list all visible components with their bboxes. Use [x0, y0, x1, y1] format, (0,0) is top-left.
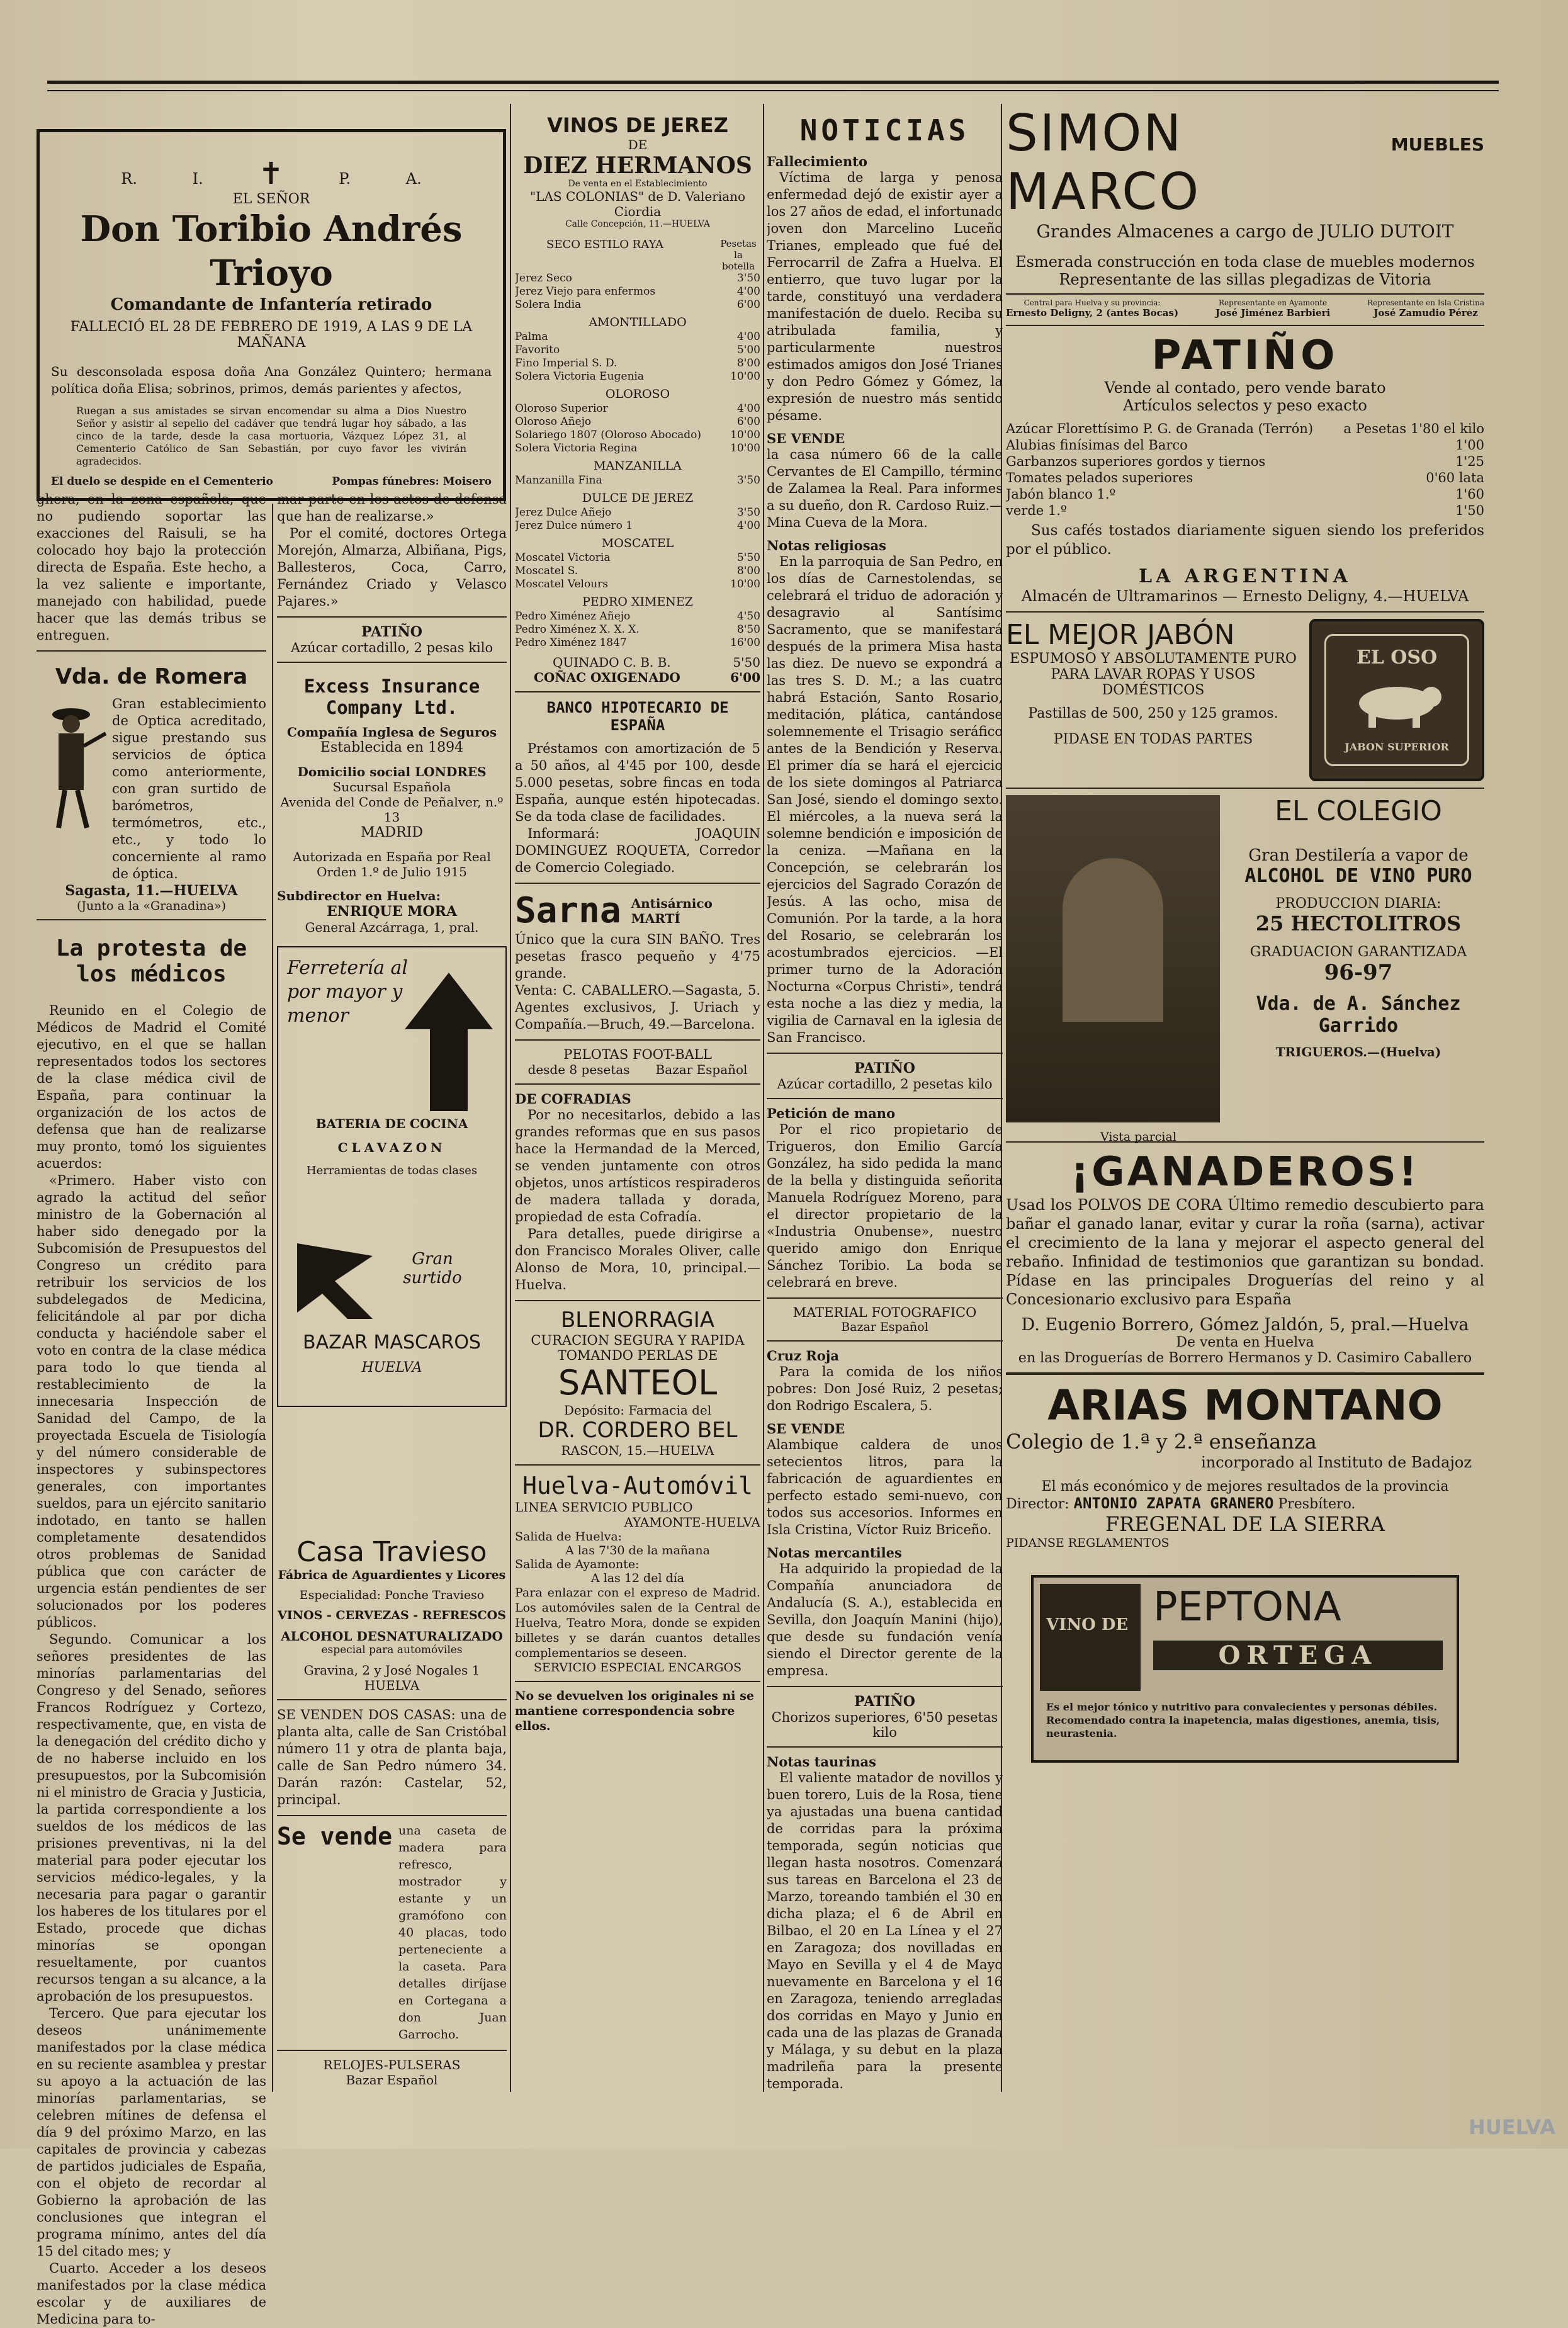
wine-price: 8'50: [736, 623, 760, 636]
relojes2: Bazar Español: [346, 2072, 438, 2088]
col2-cont2: Por el comité, doctores Ortega Morejón, Almarza, Albiñana, Pigs, Ballesteros, Coca, Carro, Fernández Criado y Velasco Pajares.»: [277, 526, 507, 609]
excess-suc: Sucursal Española: [332, 779, 451, 794]
wine-name: Jerez Dulce Añejo: [515, 506, 612, 519]
muebles: MUEBLES: [1390, 134, 1484, 155]
ganaderos-title: ¡GANADEROS!: [1070, 1149, 1420, 1195]
wine-price: 10'00: [730, 370, 760, 383]
cofradias-title: DE COFRADIAS: [515, 1091, 631, 1107]
colegio-t2: ALCOHOL DE VINO PURO: [1244, 865, 1472, 887]
cruzroja-head: Cruz Roja: [767, 1348, 839, 1364]
jabon-t1: ESPUMOSO Y ABSOLUTAMENTE PURO PARA LAVAR ROPAS Y USOS DOMÉSTICOS: [1010, 651, 1297, 698]
obit-pompas: Pompas fúnebres: Moisero: [332, 475, 492, 488]
simon-a1: Central para Huelva y su provincia:: [1024, 298, 1161, 307]
religiosas-head: Notas religiosas: [767, 538, 886, 553]
fallecimiento-head: Fallecimiento: [767, 154, 867, 169]
patino-big-sub: Vende al contado, pero vende barato: [1104, 379, 1386, 397]
obit-rank: Comandante de Infantería retirado: [110, 295, 432, 314]
excess-subd: Subdirector en Huelva:: [277, 888, 441, 903]
trav-alc2: especial para automóviles: [321, 1644, 463, 1656]
auto-esp: SERVICIO ESPECIAL ENCARGOS: [533, 1661, 742, 1675]
cofradias-text2: Para detalles, puede dirigirse a don Francisco Morales Oliver, calle Alonso de Mora, 10, principal.—Huelva.: [515, 1226, 760, 1292]
arias-pid: PIDANSE REGLAMENTOS: [1006, 1536, 1170, 1550]
arias-pres: Presbítero.: [1278, 1496, 1356, 1512]
wine-row: [515, 298, 760, 312]
patino-title: PATIÑO: [361, 624, 422, 640]
wine-section-title: DULCE DE JEREZ: [582, 491, 694, 505]
ferr-bazar: BAZAR MASCAROS: [303, 1331, 481, 1353]
romera-note: (Junto a la «Granadina»): [76, 899, 227, 913]
cross-icon: ✝: [258, 156, 284, 191]
material-shop: Bazar Español: [841, 1320, 928, 1334]
arrow-down-icon: [297, 1243, 373, 1319]
blen-sub: CURACION SEGURA Y RAPIDA TOMANDO PERLAS DE: [531, 1333, 745, 1363]
obit-request: Ruegan a sus amistades se sirvan encomendar su alma a Dios Nuestro Señor y asistir al sepelio del cadáver que tendrá lugar hoy sábado, a las cinco de la tarde, desde la casa mortuoria, Vázquez López 31, al Cementerio Católico de San Sebastián, por cuyo favor les vivirán agradecidos.: [76, 405, 466, 467]
blen-dep: Depósito: Farmacia del: [563, 1403, 712, 1418]
auto-title: Huelva-Automóvil: [522, 1472, 753, 1500]
patino-price-list: [1006, 421, 1484, 519]
obit-senor: EL SEÑOR: [232, 191, 310, 207]
wine-row: [515, 474, 760, 487]
excess-addr: Avenida del Conde de Peñalver, n.º 13: [280, 794, 504, 825]
auto-route: AYAMONTE-HUELVA: [624, 1515, 760, 1530]
column-2: [277, 491, 507, 1407]
wine-price-list: [515, 272, 760, 650]
wine-name: Solariego 1807 (Oloroso Abocado): [515, 429, 702, 441]
obit-died: FALLECIÓ EL 28 DE FEBRERO DE 1919, A LAS 9 DE LA MAÑANA: [70, 319, 473, 351]
wine-name: Jerez Dulce número 1: [515, 519, 633, 532]
arias-t2: incorporado al Instituto de Badajoz: [1201, 1454, 1472, 1471]
conac-price: 6'00: [730, 670, 760, 685]
peptona-ortega: ORTEGA: [1153, 1641, 1443, 1670]
colegio-t4: 25 HECTOLITROS: [1255, 912, 1462, 935]
pelotas-price: desde 8 pesetas: [527, 1062, 630, 1077]
pelotas-shop: Bazar Español: [655, 1062, 748, 1077]
excess-city: MADRID: [361, 825, 423, 840]
sevende-text: una caseta de madera para refresco, mostrador y estante y un gramófono con 40 placas, todo perteneciente a la caseta. Para detalles diríjase en Cortegana a don Juan Garrocho.: [398, 1824, 507, 2042]
sevende-head: SE VENDE: [767, 431, 845, 446]
jabon-t3: PIDASE EN TODAS PARTES: [1053, 732, 1253, 747]
ferr-title: Ferretería al por mayor y menor: [287, 957, 409, 1027]
banco-text: Préstamos con amortización de 5 a 50 años, al 4'45 por 100, desde 5.000 pesetas, sobre fincas en toda España, aunque estén hipotecadas. Se da toda clase de facilidades.: [515, 741, 760, 824]
peptona-name: PEPTONA: [1153, 1584, 1341, 1630]
wine-price: 10'00: [730, 578, 760, 590]
column-1: [37, 491, 266, 2328]
mercantiles-head: Notas mercantiles: [767, 1545, 902, 1561]
peticion-text: Por el rico propietario de Trigueros, don Emilio García González, ha sido pedida la mano de la bella y distinguida señorita Manuela Rodríguez Moreno, para el director propietario de la «Industria Onubense», nuestro querido amigo don Enrique Sánchez Toribio. La boda se celebrará en breve.: [767, 1122, 1003, 1290]
oso-sub: JABON SUPERIOR: [1345, 741, 1449, 753]
ganaderos-addr: D. Eugenio Borrero, Gómez Jaldón, 5, pral.—Huelva: [1021, 1315, 1469, 1335]
patino-price: 1'25: [1455, 454, 1484, 469]
wine-price: 3'50: [736, 272, 760, 285]
wine-name: Pedro Ximénez Añejo: [515, 610, 631, 623]
sarna-big: Sarna: [515, 890, 621, 931]
sarna-venta: Venta: C. CABALLERO.—Sagasta, 5. Agentes exclusivos, J. Uriach y Compañía.—Bruch, 49.—Barcelona.: [515, 983, 760, 1032]
colegio-t7: Vda. de A. Sánchez Garrido: [1256, 993, 1461, 1037]
wine-name: Moscatel Velours: [515, 578, 609, 590]
excess-addr2: General Azcárraga, 1, pral.: [305, 920, 479, 935]
wine-row: [515, 623, 760, 636]
oso-name: EL OSO: [1356, 647, 1438, 669]
wine-price: 4'00: [736, 402, 760, 415]
vinos-est: "LAS COLONIAS" de D. Valeriano Ciordia: [529, 189, 746, 219]
wine-name: Fino Imperial S. D.: [515, 357, 618, 370]
colegio-cap: Vista parcial: [1100, 1130, 1176, 1144]
top-rule: [47, 81, 1499, 84]
relojes: RELOJES-PULSERAS: [323, 2057, 461, 2072]
obit-name: Don Toribio Andrés Trioyo: [80, 208, 463, 294]
auto-text: Para enlazar con el expreso de Madrid. Los automóviles salen de la Central de Huelva, Teatro Mora, donde se expiden billetes y se darán cuantos detalles complementarios se deseen.: [515, 1586, 760, 1660]
ferreteria-ad: [277, 946, 507, 1407]
patino-row: [1006, 470, 1484, 486]
wine-price: 4'00: [736, 285, 760, 298]
wine-name: Jerez Seco: [515, 272, 572, 285]
vinos-de: DE: [628, 137, 648, 152]
simon-a1b: Ernesto Deligny, 2 (antes Bocas): [1006, 307, 1179, 319]
wine-row: [515, 370, 760, 383]
colegio-t3: PRODUCCION DIARIA:: [1275, 896, 1441, 912]
patino-item: Tomates pelados superiores: [1006, 470, 1193, 485]
trav-city: HUELVA: [364, 1678, 420, 1693]
religiosas-text: En la parroquia de San Pedro, en los días de Carnestolendas, se celebrará el triduo de adoración y desagravio al Santísimo Sacramento, que se manifestará después de la primera Misa hasta las diez. De nuevo se expondrá a las tres S. D. M.; a las cuatro habrá Estación, Santo Rosario, meditación, plática, cantándose solemnemente el Trisagio seráfico antes de la Bendición y Reserva. El primer día se hará el ejercicio de los siete domingos al Patriarca San José, siendo el domingo sexto. El miércoles, a la nueva será la solemne bendición e imposición de la ceniza. —Mañana en la Concepción, se celebrarán los ejercicios del Sagrado Corazón de Jesús. A las ocho, misa de Comunión. Por la tarde, a la hora del Rosario, se celebrarán los acostumbrados ejercicios. —El primer turno de la Adoración Nocturna «Corpus Christi», tendrá esta noche a las diez y media, la vigilia de Carnaval en la iglesia de San Francisco.: [767, 554, 1003, 1045]
patino-price: a Pesetas 1'80 el kilo: [1343, 421, 1484, 436]
wine-price: 4'50: [736, 610, 760, 623]
wine-row: [515, 272, 760, 285]
simon-a2: Representante en Ayamonte: [1219, 298, 1328, 307]
wine-row: [515, 357, 760, 370]
wine-row: [515, 429, 760, 442]
vinos-name: DIEZ HERMANOS: [523, 152, 752, 179]
col1-intro: ghera, en la zona española, que no pudiendo soportar las exacciones del Raisuli, se ha colocado hoy bajo la protección directa de España. Este hecho, a la vez saliente e importante, manejado con habilidad, puede hacer que las demás tribus se entreguen.: [37, 492, 266, 643]
wine-price: 3'50: [736, 474, 760, 487]
arias-name: ANTONIO ZAPATA GRANERO: [1073, 1495, 1274, 1512]
patino-price: 0'60 lata: [1426, 470, 1484, 485]
wine-row: [515, 285, 760, 298]
patino-text-4: Azúcar cortadillo, 2 pesetas kilo: [777, 1076, 993, 1092]
obit-duelo: El duelo se despide en el Cementerio: [51, 475, 273, 488]
arias-title: ARIAS MONTANO: [1047, 1381, 1443, 1430]
patino-price: 1'60: [1455, 487, 1484, 502]
sarna-marti: MARTÍ: [631, 910, 680, 926]
wine-name: Solera Victoria Eugenia: [515, 370, 644, 383]
wine-section-title: AMONTILLADO: [589, 315, 687, 329]
colegio-t6: 96-97: [1324, 960, 1393, 985]
patino-row: [1006, 453, 1484, 470]
ganaderos-venta: De venta en Huelva: [1176, 1335, 1314, 1350]
obituary-box: [37, 129, 506, 501]
distillery-photo: [1006, 795, 1220, 1144]
excess-dom: Domicilio social LONDRES: [297, 764, 487, 779]
simon-a3b: José Zamudio Pérez: [1373, 307, 1478, 319]
wine-name: Oloroso Superior: [515, 402, 608, 415]
wine-row: [515, 610, 760, 623]
patino-big-sub2: Artículos selectos y peso exacto: [1123, 397, 1367, 414]
wine-price: 6'00: [736, 415, 760, 428]
wine-name: Moscatel S.: [515, 565, 578, 577]
simon-t2: Representante de las sillas plegadizas de Vitoria: [1059, 271, 1431, 288]
ferr-herr: Herramientas de todas clases: [306, 1164, 478, 1177]
cofradias-text: Por no necesitarlos, debido a las grandes reformas que en sus pasos hace la Hermandad de la Merced, se venden juntamente con otros objetos, unos artísticos respiraderos de madera tallada y dorada, propiedad de esta Cofradía.: [515, 1107, 760, 1224]
top-rule-thin: [47, 90, 1499, 91]
sevende2-text: Alambique caldera de unos setecientos litros, para la fabricación de aguardientes en perfecto estado semi-nuevo, con todos sus accesorios. Informes en Isla Cristina, Víctor Ruiz Briceño.: [767, 1437, 1003, 1537]
wine-row: [515, 506, 760, 519]
trav-title: Casa Travieso: [296, 1536, 487, 1568]
obit-rip: R. I.: [121, 170, 203, 188]
trav-alc: ALCOHOL DESNATURALIZADO: [281, 1629, 503, 1644]
fallecimiento-text: Víctima de larga y penosa enfermedad dejó de existir ayer a los 27 años de edad, el infortunado joven don Marcelino Luceño Trianes, empleado que fué del Ferrocarril de Zafra a Huelva. El entierro, que tuvo lugar por la tarde, constituyó una verdadera manifestación de duelo. Reciba su atribulada familia, y particularmente nuestros estimados amigos don José Trianes y don Pedro Gómez y Gómez, la expresión de nuestro más sentido pésame.: [767, 170, 1003, 423]
peptona-text: Es el mejor tónico y nutritivo para convalecientes y personas débiles. Recomendado contra la inapetencia, malas digestiones, anemia, tisis, neurastenia.: [1046, 1701, 1440, 1739]
arias-city: FREGENAL DE LA SIERRA: [1105, 1512, 1385, 1536]
obit-family: Su desconsolada esposa doña Ana González Quintero; hermana política doña Elisa; sobrinos, primos, demás parientes y afectos,: [51, 364, 492, 396]
archive-stamp: HUELVA: [1469, 2115, 1555, 2139]
wine-price: 5'50: [736, 551, 760, 564]
protesta-p3: Segundo. Comunicar a los señores presidentes de las minorías parlamentarias del Congreso y del Senado, señores Francos Rodríguez y Cortezo, respectivamente, que, en vista de la denegación del crédito dicho y de no haberse incluido en los presupuestos, por la Subcomisión ni el ministro de Gracia y Justicia, la partida correspondiente a los sueldos de los médicos de las prisiones preventivas, ni la del material para poder ejecutar los servicios médico-legales, y la necesaria para pagar o garantir los haberes de los titulares por el Estado, procede que dichas minorías se opongan resueltamente, por cuantos recursos tengan a su alcance, a la aprobación de los presupuestos.: [37, 1632, 266, 2004]
argentina-sub: Almacén de Ultramarinos — Ernesto Deligny, 4.—HUELVA: [1021, 587, 1469, 605]
patino-item: Garbanzos superiores gordos y tiernos: [1006, 454, 1266, 469]
wine-price: 4'00: [736, 331, 760, 343]
peptona-vino: VINO DE: [1046, 1615, 1129, 1634]
wine-name: Manzanilla Fina: [515, 474, 602, 487]
wine-price: 8'00: [736, 357, 760, 370]
wine-name: Palma: [515, 331, 548, 343]
patino-item: verde 1.º: [1006, 503, 1067, 518]
protesta-p1: Reunido en el Colegio de Médicos de Madrid el Comité ejecutivo, en el que se hallan representados todos los sectores de la clase médica civil de España, para continuar la organización de los actos de defensa que han de realizarse muy pronto, tomó los siguientes acuerdos:: [37, 1003, 266, 1171]
romera-title: Vda. de Romera: [55, 664, 248, 689]
ferr-gran: Gran surtido: [403, 1250, 462, 1287]
wine-price: 4'00: [736, 519, 760, 532]
wine-row: [515, 402, 760, 415]
sevende2-head: SE VENDE: [767, 1421, 845, 1437]
vinos-title: VINOS DE JEREZ: [547, 113, 728, 137]
vinos-venta: De venta en el Establecimiento: [568, 179, 708, 189]
trav-esp: Especialidad: Ponche Travieso: [299, 1588, 485, 1602]
auto-sub: LINEA SERVICIO PUBLICO: [515, 1500, 693, 1515]
soap-logo: [1309, 619, 1484, 781]
column-divider: [272, 504, 273, 2092]
blen-addr: RASCON, 15.—HUELVA: [561, 1443, 714, 1458]
blen-title: BLENORRAGIA: [560, 1308, 715, 1333]
protesta-title: La protesta de los médicos: [55, 935, 247, 987]
trav-addr: Gravina, 2 y José Nogales 1: [303, 1663, 480, 1678]
patino2-title: PATIÑO: [854, 1693, 915, 1710]
col2-cont: mar parte en los actos de defensa que han de realizarse.»: [277, 492, 507, 524]
optician-figure-icon: [37, 696, 112, 834]
patino-row: [1006, 437, 1484, 453]
arias-t3: El más económico y de mejores resultados de la provincia: [1041, 1479, 1449, 1495]
sevende-text-4: la casa número 66 de la calle Cervantes de El Campillo, término de Zalamea la Real. Para informes a su dueño, don R. Cardoso Ruiz.—Mina Cueva de la Mora.: [767, 447, 1003, 530]
wine-row: [515, 578, 760, 591]
wine-name: Oloroso Añejo: [515, 415, 592, 428]
patino-item: Jabón blanco 1.º: [1006, 487, 1116, 502]
wine-row: [515, 415, 760, 429]
sevende-big: Se vende: [277, 1822, 393, 1850]
conac: COÑAC OXIGENADO: [534, 670, 680, 685]
wine-price: 16'00: [730, 636, 760, 649]
sarna-text: Único que la cura SIN BAÑO. Tres pesetas frasco pequeño y 4'75 grande.: [515, 932, 760, 981]
excess-name: ENRIQUE MORA: [326, 903, 458, 920]
jabon-t2: Pastillas de 500, 250 y 125 gramos.: [1028, 706, 1278, 721]
patino-big: PATIÑO: [1151, 332, 1339, 379]
arias-t1: Colegio de 1.ª y 2.ª enseñanza: [1006, 1430, 1317, 1454]
sarna-sub: Antisárnico: [631, 895, 713, 911]
wine-name: Pedro Ximénez X. X. X.: [515, 623, 640, 636]
wine-price: 6'00: [736, 298, 760, 311]
vinos-seco: SECO ESTILO RAYA: [546, 238, 664, 251]
colegio-t8: TRIGUEROS.—(Huelva): [1275, 1044, 1441, 1059]
romera-body: Gran establecimiento de Optica acreditado, sigue prestando sus servicios de óptica como anteriormente, con gran surtido de barómetros, termómetros, etc., etc., y todo lo concerniente al ramo de óptica.: [112, 696, 266, 881]
wine-section-title: PEDRO XIMENEZ: [582, 595, 693, 609]
jabon-title: EL MEJOR JABÓN: [1006, 619, 1235, 651]
wine-name: Jerez Viejo para enfermos: [515, 285, 656, 298]
material: MATERIAL FOTOGRAFICO: [792, 1305, 977, 1320]
auto-t2: A las 12 del día: [590, 1571, 685, 1585]
wine-row: [515, 331, 760, 344]
column-2-lower: [277, 1536, 507, 2088]
excess-est: Establecida en 1894: [320, 740, 464, 755]
patino-row: [1006, 486, 1484, 502]
ganaderos-text: Usad los POLVOS DE CORA Último remedio descubierto para bañar el ganado lanar, evitar y curar la roña (sarna), activar el crecimiento de la lana y mejorar el aspecto general del rebaño. Infinidad de testimonios que garantizan su bondad. Pídase en las principales Droguerías del reino y al Concesionario exclusivo para España: [1006, 1196, 1484, 1308]
column-divider: [763, 104, 764, 2092]
wine-row: [515, 636, 760, 650]
noticias-title: NOTICIAS: [799, 113, 970, 147]
colegio-t1: Gran Destilería a vapor de: [1248, 846, 1469, 865]
colegio-t5: GRADUACION GARANTIZADA: [1249, 944, 1467, 960]
blen-dr: DR. CORDERO BEL: [538, 1418, 738, 1443]
casas-ad: SE VENDEN DOS CASAS: una de planta alta, calle de San Cristóbal número 11 y otra de planta baja, calle de San Pedro número 34. Darán razón: Castelar, 52, principal.: [277, 1707, 507, 1807]
patino-item: Azúcar Florettísimo P. G. de Granada (Terrón): [1006, 421, 1314, 436]
wine-row: [515, 442, 760, 455]
peticion-head: Petición de mano: [767, 1105, 896, 1121]
ganaderos-drog: en las Droguerías de Borrero Hermanos y D. Casimiro Caballero: [1018, 1350, 1472, 1366]
wine-name: Pedro Ximénez 1847: [515, 636, 627, 649]
patino-cafe: Sus cafés tostados diariamente siguen siendo los preferidos por el público.: [1006, 523, 1484, 558]
protesta-p4: Tercero. Que para ejecutar los deseos unánimemente manifestados por la clase médica en su reciente asamblea y prestar su apoyo a la actuación de las minorías parlamentarias, se celebren mítines de defensa el día 9 del próximo Marzo, en las capitales de provincia y cabezas de partidos judiciales de España, con el objeto de recordar al Gobierno la aprobación de las conclusiones que integran el programa mínimo, antes del día 15 del citado mes; y: [37, 2006, 266, 2259]
patino-price: 1'50: [1455, 503, 1484, 518]
simon-t1: Esmerada construcción en toda clase de muebles modernos: [1015, 253, 1475, 271]
patino2-text: Chorizos superiores, 6'50 pesetas kilo: [771, 1710, 998, 1740]
patino-item: Alubias finísimas del Barco: [1006, 438, 1188, 453]
wine-name: Solera India: [515, 298, 582, 311]
wine-price: 10'00: [730, 442, 760, 455]
colegio-title: EL COLEGIO: [1275, 795, 1442, 827]
column-5: [1006, 104, 1484, 1763]
protesta-p5: Cuarto. Acceder a los deseos manifestados por la clase médica escolar y de auxiliares de Medicina para to-: [37, 2261, 266, 2327]
wine-name: Moscatel Victoria: [515, 551, 611, 564]
column-3: [515, 113, 760, 1734]
romera-addr: Sagasta, 11.—HUELVA: [65, 883, 238, 899]
trav-sub: Fábrica de Aguardientes y Licores: [278, 1568, 506, 1582]
col3-footnote: No se devuelven los originales ni se mantiene correspondencia sobre ellos.: [515, 1689, 754, 1733]
peptona-ad: [1031, 1575, 1459, 1763]
ferr-clav: CLAVAZON: [337, 1140, 446, 1155]
blen-name: SANTEOL: [558, 1363, 718, 1403]
patino-title-4: PATIÑO: [854, 1060, 915, 1076]
banco-info: Informará: JOAQUIN DOMINGUEZ ROQUETA, Corredor de Comercio Colegiado.: [515, 826, 760, 875]
wine-price: 10'00: [730, 429, 760, 441]
column-divider: [510, 104, 511, 2092]
wine-section-title: OLOROSO: [605, 387, 670, 401]
trav-vinos: VINOS - CERVEZAS - REFRESCOS: [278, 1608, 506, 1622]
auto-t1: A las 7'30 de la mañana: [565, 1544, 710, 1557]
banco-title: BANCO HIPOTECARIO DE ESPAÑA: [546, 699, 729, 734]
protesta-p2: «Primero. Haber visto con agrado la actitud del señor ministro de la Gobernación al haber sido denegado por la Subcomisión de Presupuestos del Congreso un crédito para retribuir los servicios de los subdelegados de Medicina, felicitándole al par por dicha conducta y haciéndole saber el voto en contra de la clase médica para todo lo que tienda al restablecimiento de la innecesaria Inspección de Sanidad del Campo, de la proyectada Escuela de Tisiología y del número considerable de inspectores y subinspectores generales, con importantes sueldos, para un ejército sanitario indotado, en tanto se hallen completamente desatendidos otros problemas de Sanidad pública que con carácter de urgencia están pendientes de ser solucionados por los poderes públicos.: [37, 1173, 266, 1630]
wine-name: Favorito: [515, 344, 560, 356]
excess-sub: Compañía Inglesa de Seguros: [286, 725, 497, 740]
vinos-addr: Calle Concepción, 11.—HUELVA: [565, 219, 711, 229]
patino-row: [1006, 421, 1484, 437]
wine-row: [515, 551, 760, 565]
mercantiles-text: Ha adquirido la propiedad de la Compañía anunciadora de Andalucía (S. A.), establecida en Sevilla, don Joaquín Manini (hijo), que desde su fundación venía siendo el Director gerente de la empresa.: [767, 1561, 1003, 1678]
simon-a3: Representante en Isla Cristina: [1367, 298, 1484, 307]
patino-price: 1'00: [1455, 438, 1484, 453]
wine-price: 3'50: [736, 506, 760, 519]
wine-price: 5'00: [736, 344, 760, 356]
simon-sub: Grandes Almacenes a cargo de JULIO DUTOIT: [1036, 221, 1454, 242]
argentina: LA ARGENTINA: [1139, 565, 1351, 587]
patino-text: Azúcar cortadillo, 2 pesas kilo: [290, 640, 494, 655]
wine-row: [515, 565, 760, 578]
quinado-price: 5'50: [733, 655, 760, 670]
ferr-city: HUELVA: [361, 1360, 422, 1376]
wine-price: 8'00: [736, 565, 760, 577]
taurinas-head: Notas taurinas: [767, 1754, 876, 1770]
wine-section-title: MOSCATEL: [601, 536, 674, 550]
simon-title: SIMON MARCO: [1006, 104, 1201, 221]
column-4: [767, 113, 1003, 2093]
arias-dir: Director:: [1006, 1496, 1069, 1512]
obit-pa: P. A.: [339, 170, 422, 188]
taurinas-text: El valiente matador de novillos y buen torero, Luis de la Rosa, tiene ya ajustadas una buena cantidad de corridas para la próxima temporada, según noticias que llegan hasta nosotros. Comenzará sus tareas en Barcelona el 23 de Marzo, toreando también el 30 en dicha plaza; el 6 de Abril en Bilbao, el 20 en La Línea y el 27 en Zaragoza; dos novilladas en Mayo en Sevilla y el 4 de Mayo nuevamente en Barcelona y el 16 en Zaragoza, teniendo arregladas dos corridas en Mayo y Junio en cada una de las plazas de Granada y Málaga, y su debut en la plaza madrileña para la presente temporada.: [767, 1770, 1003, 2091]
vinos-pesetas: Pesetas la botella: [720, 238, 757, 272]
wine-section-title: MANZANILLA: [594, 459, 682, 473]
patino-row: [1006, 502, 1484, 519]
pelotas: PELOTAS FOOT-BALL: [563, 1047, 712, 1062]
auto-s1: Salida de Huelva:: [515, 1530, 623, 1544]
quinado: QUINADO C. B. B.: [553, 655, 671, 670]
wine-row: [515, 519, 760, 533]
wine-row: [515, 344, 760, 357]
arrow-graphic-icon: [405, 973, 493, 1111]
excess-auth: Autorizada en España por Real Orden 1.º de Julio 1915: [293, 849, 491, 879]
bear-icon: [1343, 678, 1450, 728]
simon-a2b: José Jiménez Barbieri: [1215, 307, 1331, 319]
cruzroja-text: Para la comida de los niños pobres: Don José Ruiz, 2 pesetas; don Rodrigo Escalera, 5.: [767, 1364, 1003, 1413]
excess-title: Excess Insurance Company Ltd.: [303, 675, 480, 718]
wine-name: Solera Victoria Regina: [515, 442, 638, 455]
auto-s2: Salida de Ayamonte:: [515, 1557, 640, 1571]
ferr-bateria: BATERIA DE COCINA: [315, 1116, 468, 1131]
